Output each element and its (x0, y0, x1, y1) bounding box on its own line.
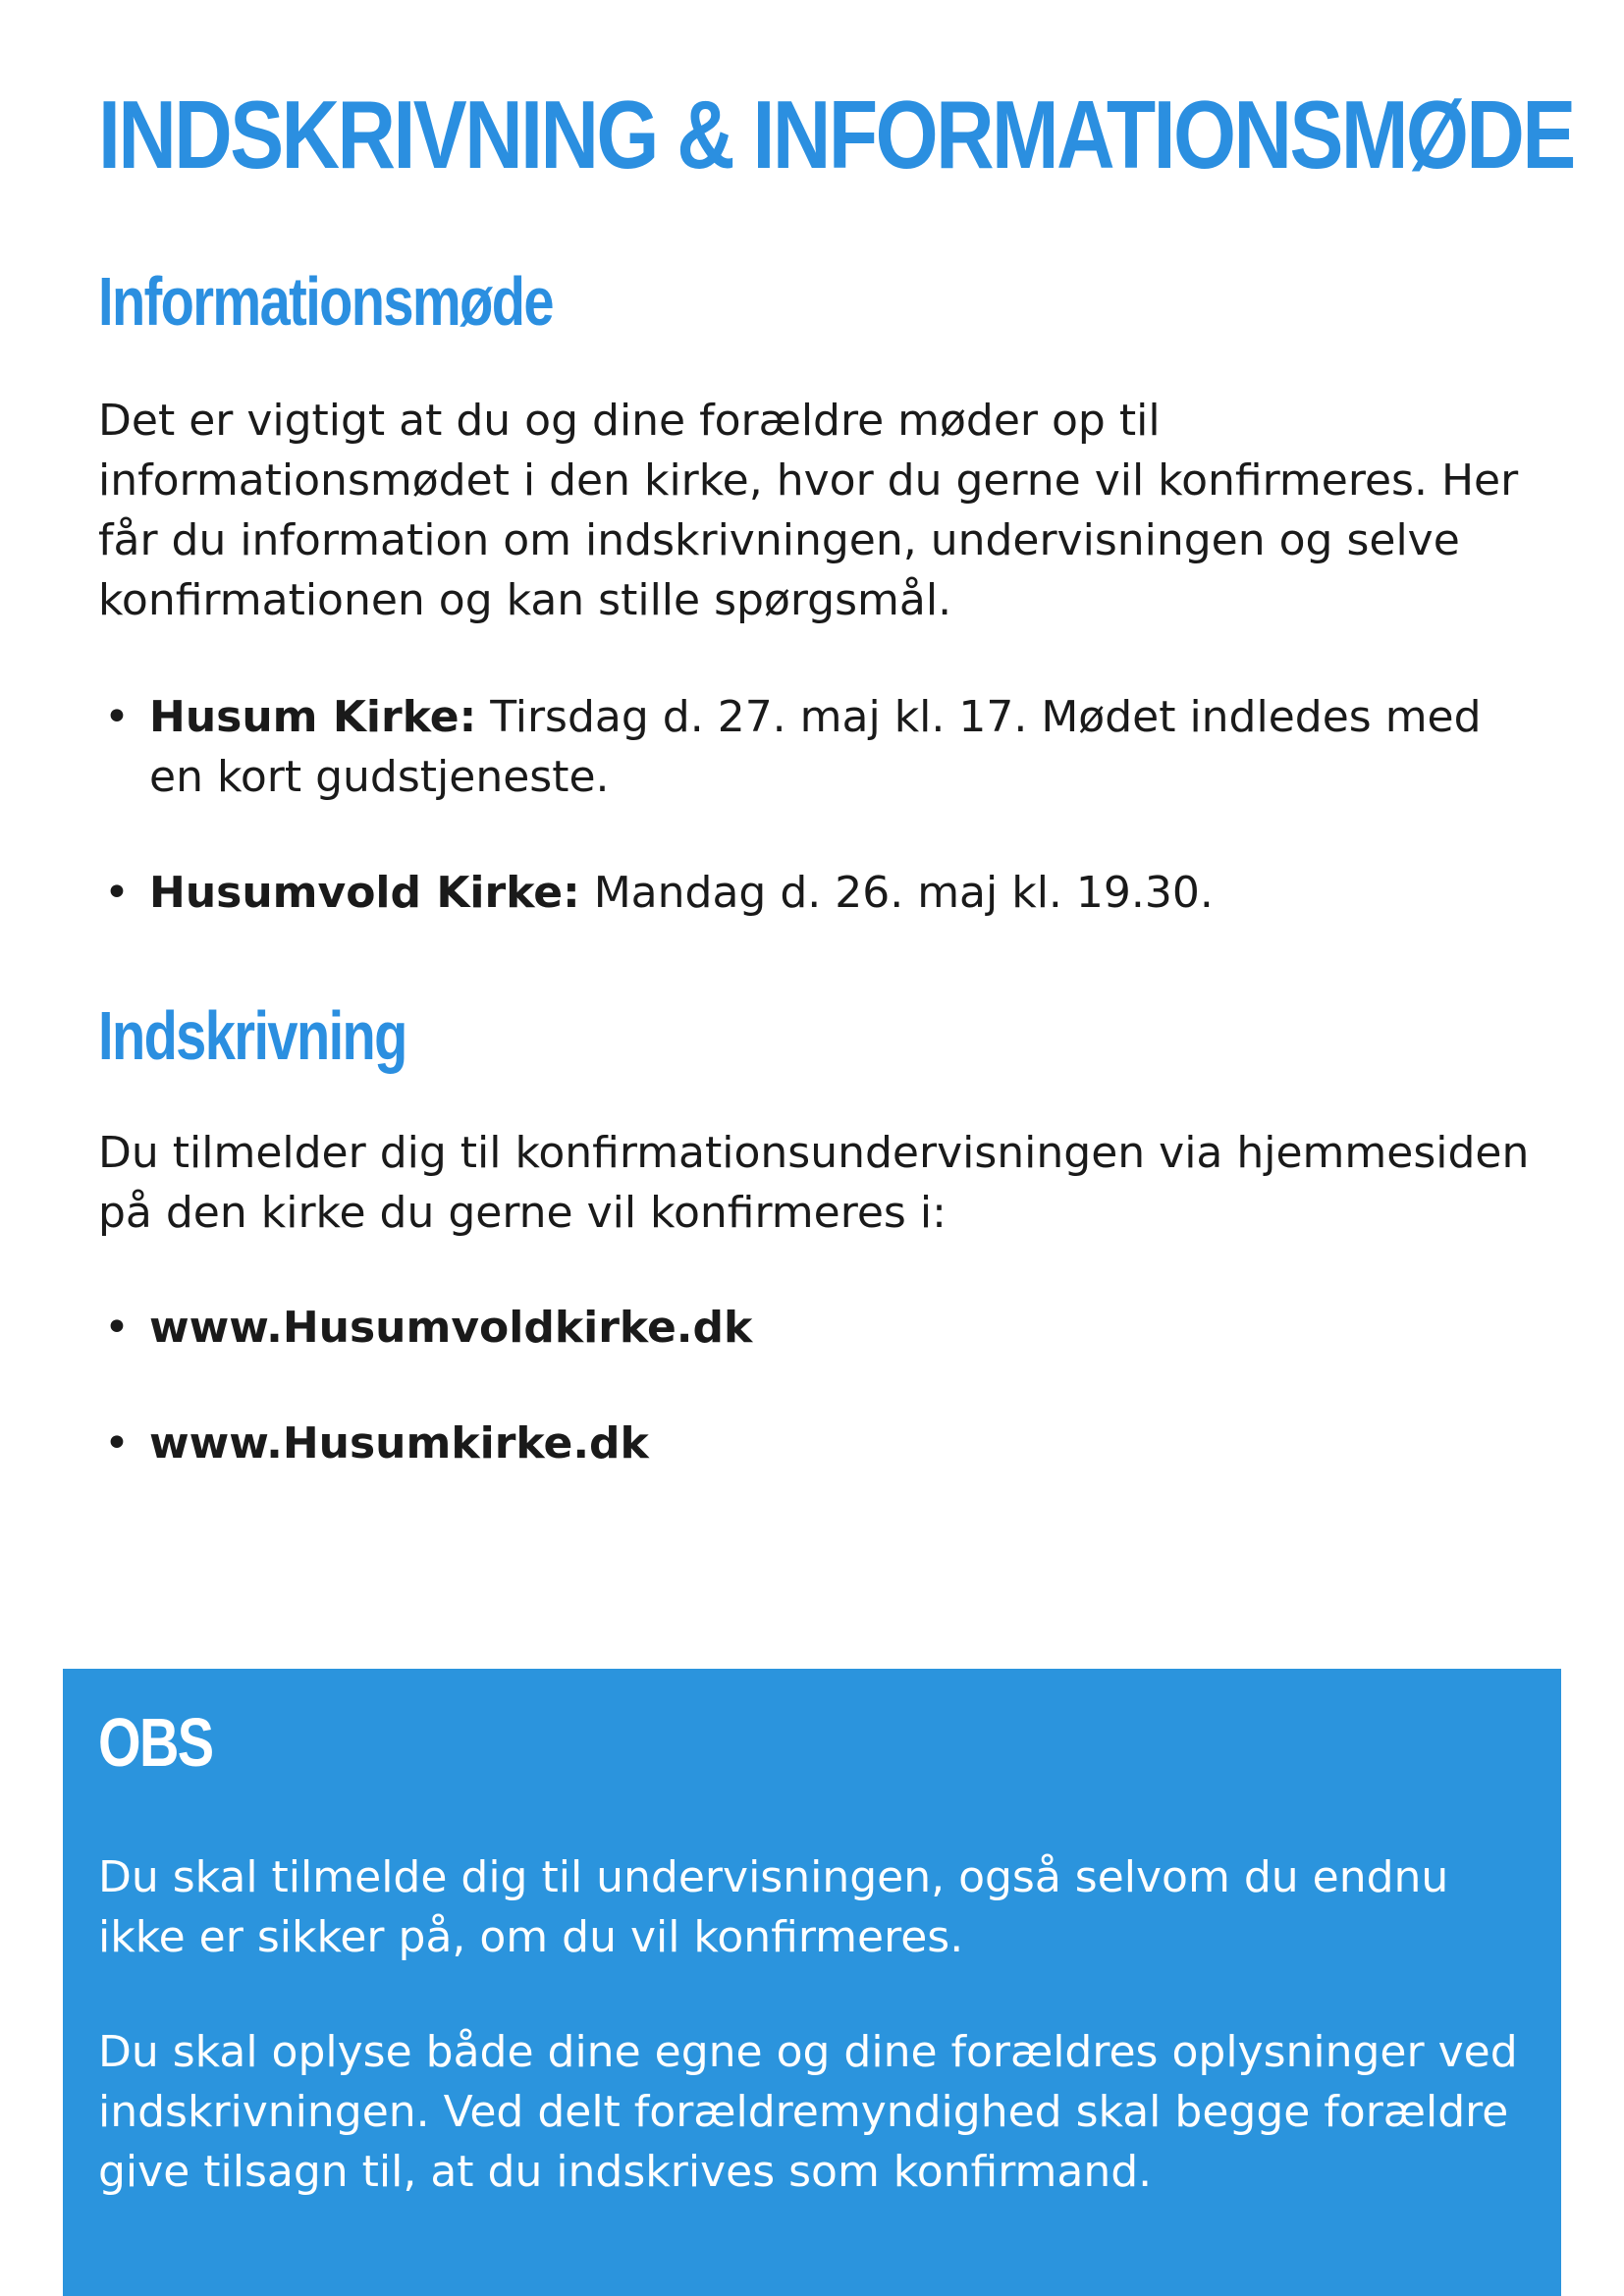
meeting-item-husumvold (98, 863, 1532, 923)
indskrivning-heading: Indskrivning (98, 997, 406, 1074)
meeting-list (98, 687, 1532, 923)
indskrivning-paragraph: Du tilmelder dig til konfirmationsundervisningen via hjemmesiden på den kirke du gerne vil konfirmeres i: (98, 1128, 1530, 1238)
informationsmode-paragraph: Det er vigtigt at du og dine forældre møder op til informationsmødet i den kirke, hvor du gerne vil konfirmeres. Her får du information om indskrivningen, undervisningen og selve konfirmationen og kan stille spørgsmål. (98, 396, 1519, 625)
website-list (98, 1298, 1532, 1473)
meeting-item-text: Tirsdag d. 27. maj kl. 17. Mødet indledes med en kort gudstjeneste. (149, 692, 1482, 802)
bullet-icon: • (104, 1418, 130, 1468)
bullet-icon: • (104, 692, 130, 742)
website-link[interactable]: www.Husumvoldkirke.dk (149, 1303, 753, 1353)
obs-paragraph-2: Du skal oplyse både dine egne og dine forældres oplysninger ved indskrivningen. Ved delt forældremyndighed skal begge forældre give tilsagn til, at du indskrives som konfirmand. (98, 2027, 1518, 2197)
bullet-icon: • (104, 868, 130, 918)
meeting-item-husum (98, 687, 1532, 807)
meeting-item-label: Husumvold Kirke: (149, 868, 580, 918)
bullet-icon: • (104, 1303, 130, 1353)
page-title: INDSKRIVNING & INFORMATIONSMØDE (98, 80, 1574, 188)
informationsmode-heading: Informationsmøde (98, 263, 553, 340)
website-link[interactable]: www.Husumkirke.dk (149, 1418, 649, 1468)
meeting-item-text: Mandag d. 26. maj kl. 19.30. (579, 868, 1214, 918)
obs-box (63, 1669, 1561, 2296)
meeting-item-label: Husum Kirke: (149, 692, 477, 742)
obs-paragraph-1: Du skal tilmelde dig til undervisningen, også selvom du endnu ikke er sikker på, om du vil konfirmeres. (98, 1852, 1449, 1962)
obs-title: OBS (98, 1704, 213, 1781)
website-item-husum[interactable] (98, 1414, 1532, 1473)
website-item-husumvold[interactable] (98, 1298, 1532, 1358)
